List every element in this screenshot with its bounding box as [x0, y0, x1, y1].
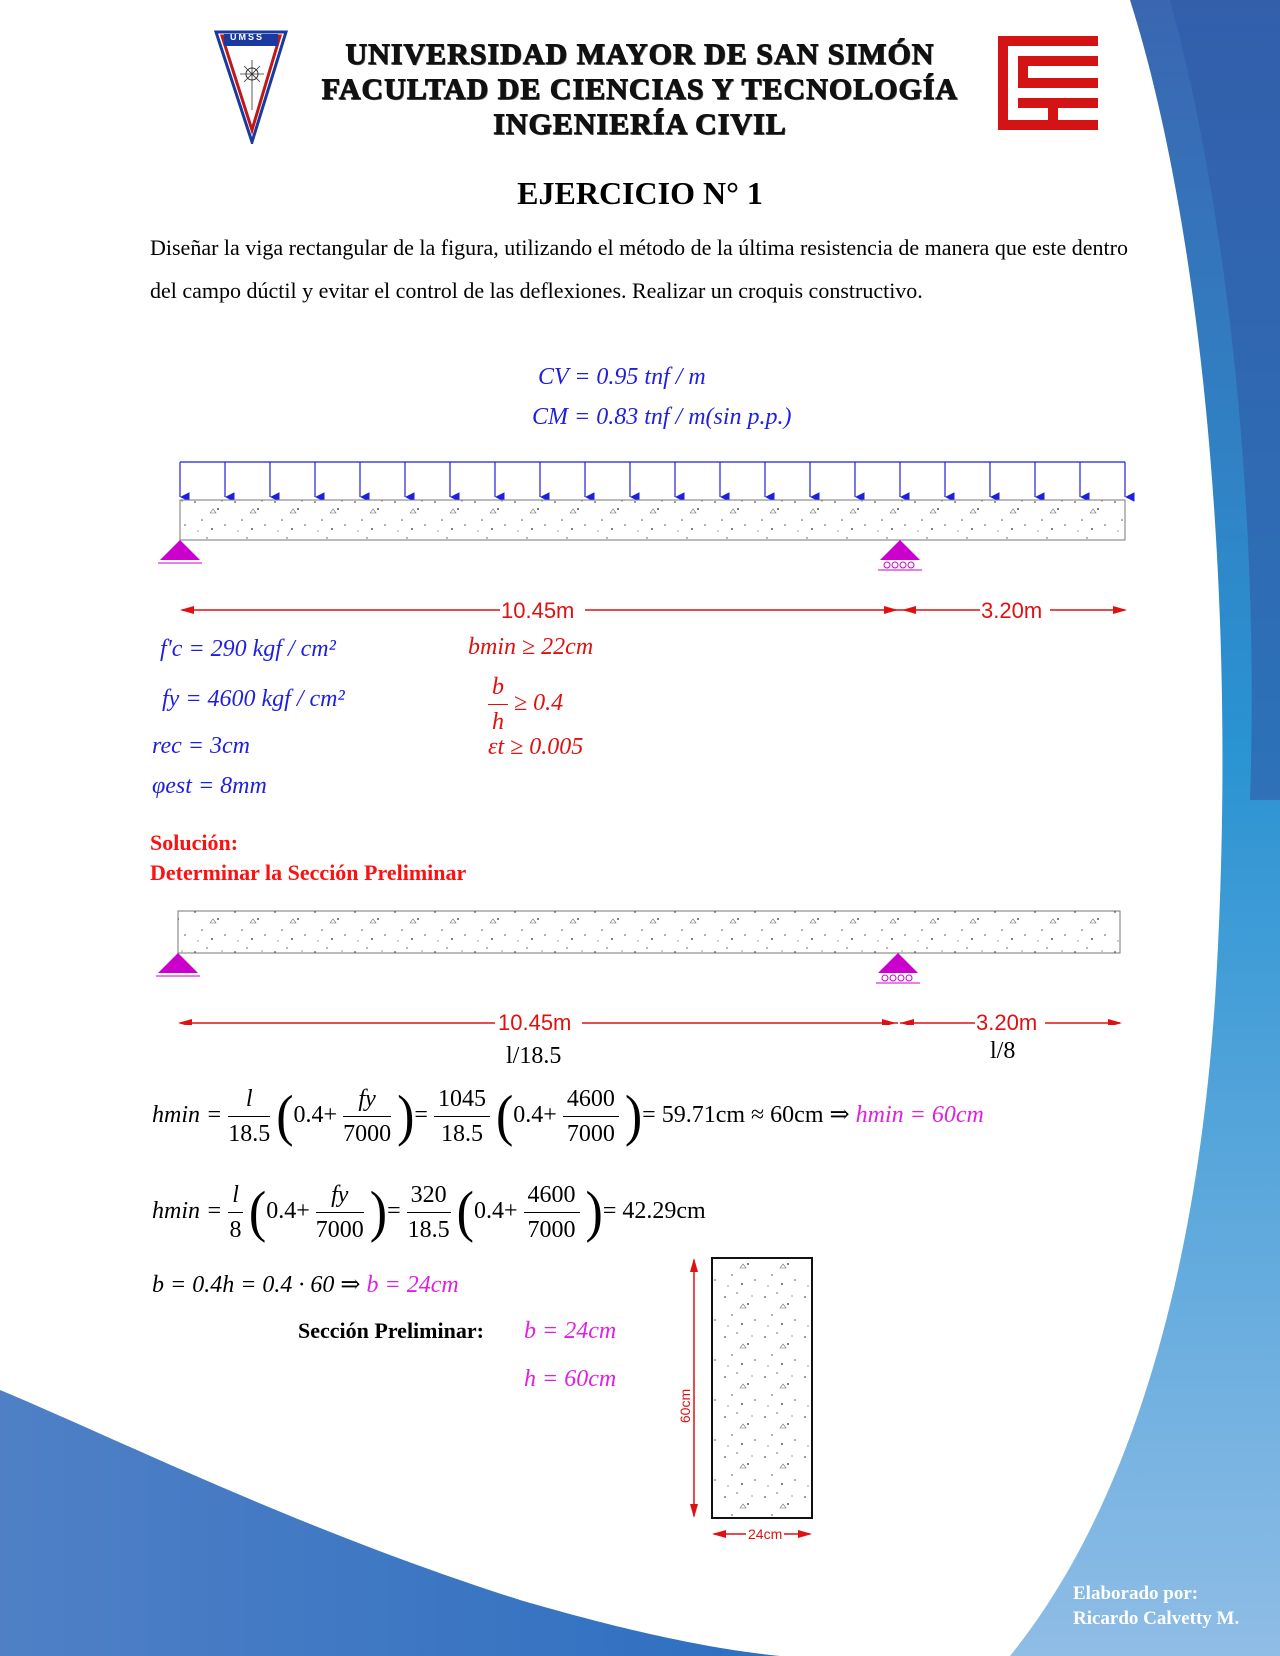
prop-rec: rec = 3cm — [152, 733, 250, 759]
umss-logo-text: UMSS — [230, 32, 265, 42]
ratio-den: h — [492, 709, 504, 735]
span-overhang-label: 3.20m — [981, 598, 1043, 623]
equation-b: b = 0.4h = 0.4 · 60 ⇒ b = 24cm — [152, 1272, 459, 1298]
footer-author-label: Elaborado por: — [1073, 1583, 1199, 1604]
ratio-num: b — [488, 670, 508, 705]
footer-author-name: Ricardo Calvetty M. — [1073, 1608, 1240, 1629]
cross-section-drawing — [680, 1250, 820, 1550]
equation-hmin-main: hmin = $\frac{l}{18.5}$ (0.4+ $\frac{fy}{7000}$ )= $\frac{1045}{18.5}$ (0.4+ $\frac{4600}{7000}$ )= 59.71cm ≈ 60cm ⇒ hmin = 60cm — [152, 1082, 984, 1151]
prop-phi: φest = 8mm — [152, 773, 267, 799]
constraint-strain: εt ≥ 0.005 — [488, 734, 584, 760]
span-overhang-label-2: 3.20m — [976, 1010, 1038, 1035]
header-career: INGENIERÍA CIVIL — [493, 108, 787, 141]
dead-load: CM = 0.83 tnf / m(sin p.p.) — [532, 404, 792, 430]
beam-diagram-geometry — [150, 905, 1140, 1025]
preliminary-h: h = 60cm — [524, 1366, 617, 1392]
preliminary-section-label: Sección Preliminar: — [298, 1318, 484, 1343]
hmin-result: hmin = 60cm — [855, 1102, 984, 1129]
equation-hmin-overhang: hmin = $\frac{l}{8}$ (0.4+ $\frac{fy}{7000}$ )= $\frac{320}{18.5}$ (0.4+ $\frac{4600}{7000}$ )= 42.29cm — [152, 1178, 706, 1247]
span-main-label: 10.45m — [501, 598, 575, 623]
formula-main-span: l/18.5 — [506, 1043, 562, 1069]
prop-fc: f'c = 290 kgf / cm² — [160, 636, 336, 662]
b-result: b = 24cm — [366, 1272, 459, 1298]
intro-paragraph: Diseñar la viga rectangular de la figura, utilizando el método de la última resistencia de manera que este dentro del campo dúctil y evitar el control de las deflexiones. Realizar un croquis constructivo. — [150, 235, 1128, 303]
constraint-ratio — [488, 670, 563, 739]
span-main-label-2: 10.45m — [498, 1010, 572, 1035]
solution-label: Solución: — [150, 830, 239, 855]
section-height-label: 60cm — [677, 1388, 694, 1424]
constraint-bmin: bmin ≥ 22cm — [468, 634, 594, 660]
live-load: CV = 0.95 tnf / m — [538, 364, 706, 390]
formula-overhang: l/8 — [990, 1038, 1016, 1064]
prop-fy: fy = 4600 kgf / cm² — [162, 686, 345, 712]
ratio-value: ≥ 0.4 — [514, 690, 564, 717]
section-width-label: 24cm — [748, 1526, 783, 1542]
exercise-title: EJERCICIO N° 1 — [517, 175, 763, 211]
header-university: UNIVERSIDAD MAYOR DE SAN SIMÓN — [345, 38, 935, 71]
solution-subtitle: Determinar la Sección Preliminar — [150, 860, 467, 885]
preliminary-b: b = 24cm — [524, 1318, 617, 1344]
header-faculty: FACULTAD DE CIENCIAS Y TECNOLOGÍA — [321, 73, 959, 106]
